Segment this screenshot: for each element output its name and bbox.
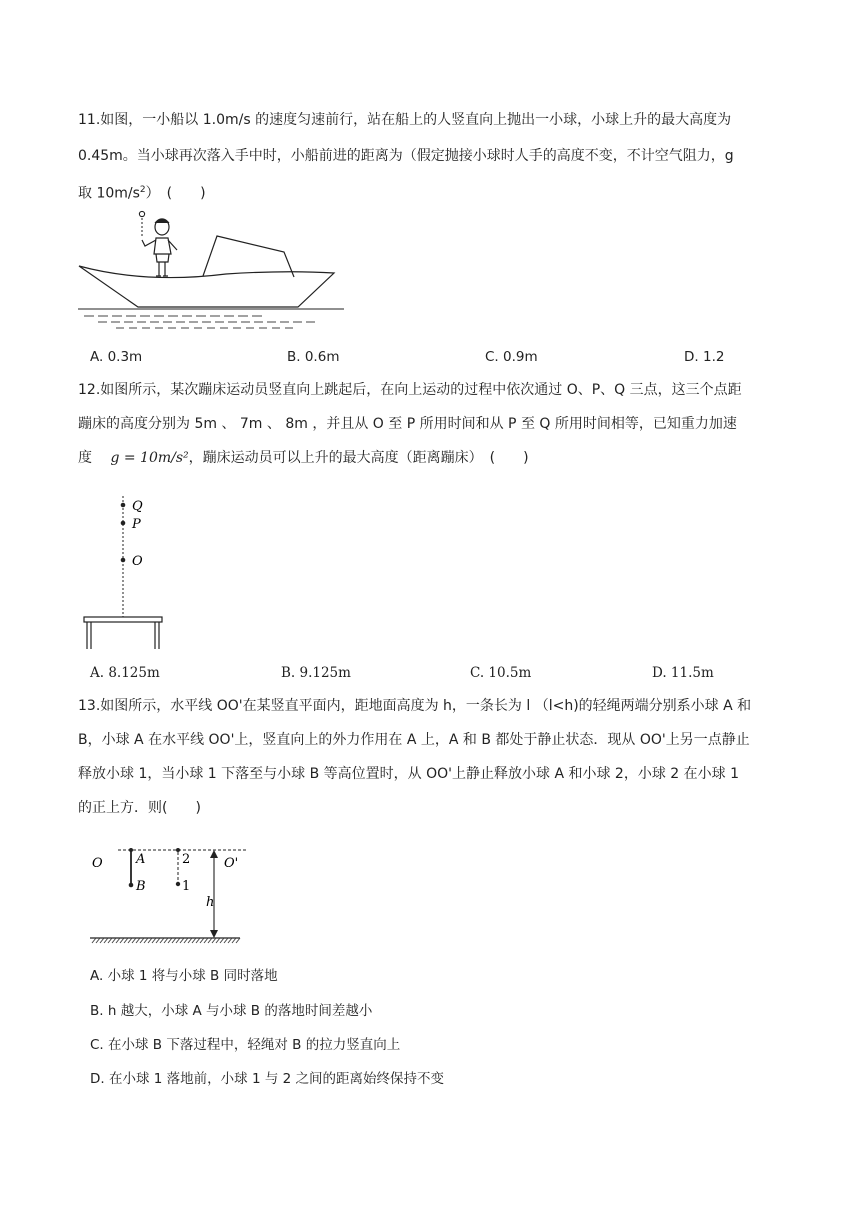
label-h: h [206,895,215,910]
q12-option-c[interactable]: C. 10.5m [470,665,532,681]
boat-hull [79,266,334,307]
q12-line-3 [78,448,529,468]
q13-option-c[interactable]: C. 在小球 B 下落过程中，轻绳对 B 的拉力竖直向上 [90,1037,401,1053]
label-a: A [136,852,146,867]
trampoline-figure [80,490,170,654]
point-q [121,503,126,508]
q11-option-a[interactable]: A. 0.3m [90,349,143,365]
point-o [121,558,126,563]
trampoline-icon [84,617,162,649]
q13-line-1: 13.如图所示，水平线 OO'在某竖直平面内，距地面高度为 h，一条长为 l （l<h)的轻绳两端分别系小球 A 和 [78,698,752,714]
q12-gravity-formula: g = 10m/s² [110,450,189,466]
q11-bracket: ） ( ) [145,185,206,202]
ball-b [129,883,134,888]
q12-tail: ，蹦床运动员可以上升的最大高度（距离蹦床） ( ) [188,450,529,466]
q11-line-2: 0.45m。当小球再次落入手中时，小船前进的距离为（假定抛接小球时人手的高度不变，不计空气阻力，g [78,148,734,164]
person-icon [142,219,177,276]
q12-option-a[interactable]: A. 8.125m [90,665,160,681]
q11-unit-exponent: 2 [139,185,146,195]
q13-line-4: 的正上方．则( ) [78,800,201,816]
q13-line-2: B，小球 A 在水平线 OO'上，竖直向上的外力作用在 A 上，A 和 B 都处于静止状态．现从 OO'上另一点静止 [78,732,750,748]
ball-1 [176,882,180,886]
q13-option-d[interactable]: D. 在小球 1 落地前，小球 1 与 2 之间的距离始终保持不变 [90,1071,444,1087]
q11-line-3 [78,180,206,204]
ball-2 [176,848,180,852]
q13-option-a[interactable]: A. 小球 1 将与小球 B 同时落地 [90,968,278,984]
label-o: O [92,856,103,871]
q11-option-d[interactable]: D. 1.2 [684,349,725,365]
label-o-prime: O' [224,856,239,871]
q12-line-2: 蹦床的高度分别为 5m 、 7m 、 8m ，并且从 O 至 P 所用时间和从 P 至 Q 所用时间相等，已知重力加速 [78,416,737,432]
q11-option-c[interactable]: C. 0.9m [485,349,538,365]
point-p [121,521,126,526]
q12-line-1: 12.如图所示，某次蹦床运动员竖直向上跳起后，在向上运动的过程中依次通过 O、P、Q 三点，这三个点距 [78,382,742,398]
label-p: P [132,517,141,532]
label-b: B [136,879,146,894]
label-1: 1 [182,879,191,894]
q12-option-d[interactable]: D. 11.5m [652,665,714,681]
q11-unit: 取 10m/s [78,185,140,202]
q11-line-1: 11.如图，一小船以 1.0m/s 的速度匀速前行，站在船上的人竖直向上抛出一小球，小球上升的最大高度为 [78,112,732,128]
falling-balls-figure [88,840,248,944]
ball-icon [139,211,144,216]
q12-du: 度 [78,450,92,466]
label-q: Q [132,499,143,514]
q12-option-b[interactable]: B. 9.125m [281,665,351,681]
q13-option-b[interactable]: B. h 越大，小球 A 与小球 B 的落地时间差越小 [90,1003,373,1019]
ground [90,938,240,943]
boat-figure [76,206,346,336]
q11-option-b[interactable]: B. 0.6m [287,349,340,365]
label-2: 2 [182,852,191,867]
label-o: O [132,554,143,569]
q13-line-3: 释放小球 1，当小球 1 下落至与小球 B 等高位置时，从 OO'上静止释放小球 A 和小球 2，小球 2 在小球 1 [78,766,740,782]
